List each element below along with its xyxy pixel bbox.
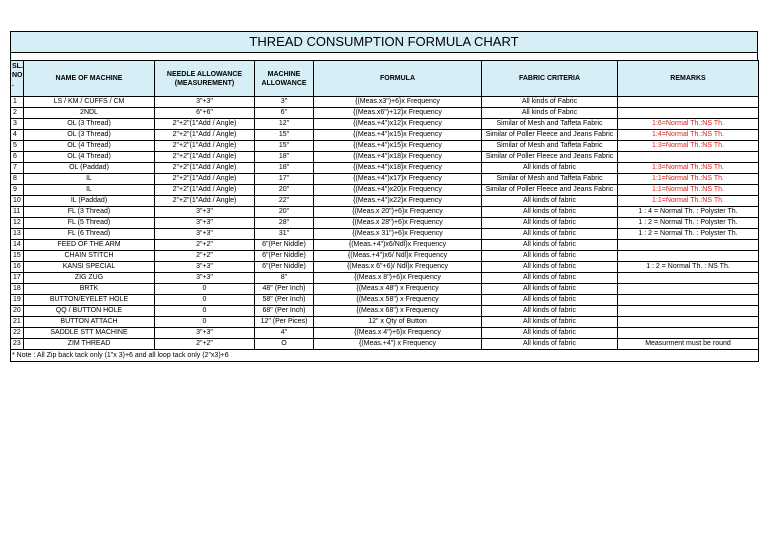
cell-machine-allowance: 18" — [255, 163, 314, 174]
cell-fabric-criteria: All kinds of fabric — [482, 295, 618, 306]
cell-machine: ZIM THREAD — [24, 339, 155, 350]
cell-remarks: 1:1=Normal Th.:NS Th. — [618, 185, 759, 196]
cell-sl: 12 — [11, 218, 24, 229]
cell-formula: {(Meas.x 20")+6}x Frequency — [314, 207, 482, 218]
cell-machine: FL (5 Thread) — [24, 218, 155, 229]
cell-formula: {(Meas.x 8")+6}x Frequency — [314, 273, 482, 284]
cell-sl: 4 — [11, 130, 24, 141]
cell-fabric-criteria: Similar of Poller Fleece and Jeans Fabric — [482, 130, 618, 141]
cell-formula: {(Meas.x 28")+6}x Frequency — [314, 218, 482, 229]
table-row — [11, 185, 759, 196]
cell-machine: ZIG ZUG — [24, 273, 155, 284]
header-remarks: REMARKS — [618, 61, 759, 97]
cell-sl: 1 — [11, 97, 24, 108]
cell-machine: QQ / BUTTON HOLE — [24, 306, 155, 317]
cell-fabric-criteria: Similar of Poller Fleece and Jeans Fabric — [482, 152, 618, 163]
cell-formula: {(Meas.x 68") x Frequency — [314, 306, 482, 317]
cell-machine: LS / KM / CUFFS / CM — [24, 97, 155, 108]
table-row — [11, 218, 759, 229]
cell-remarks: 1:3=Normal Th.:NS Th. — [618, 163, 759, 174]
header-formula: FORMULA — [314, 61, 482, 97]
cell-sl: 7 — [11, 163, 24, 174]
cell-machine: FL (6 Thread) — [24, 229, 155, 240]
cell-machine: KANSI SPECIAL — [24, 262, 155, 273]
page-title: THREAD CONSUMPTION FORMULA CHART — [10, 31, 758, 53]
table-row — [11, 97, 759, 108]
cell-formula: {(Meas.+4")x20}x Frequency — [314, 185, 482, 196]
cell-formula: {(Meas.x 48") x Frequency — [314, 284, 482, 295]
cell-sl: 10 — [11, 196, 24, 207]
cell-fabric-criteria: All kinds of fabric — [482, 306, 618, 317]
cell-sl: 18 — [11, 284, 24, 295]
cell-formula: {(Meas.+4")x17}x Frequency — [314, 174, 482, 185]
cell-fabric-criteria: All kinds of fabric — [482, 207, 618, 218]
cell-machine: IL — [24, 174, 155, 185]
table-row — [11, 174, 759, 185]
title-spacer — [10, 53, 758, 60]
table-row — [11, 141, 759, 152]
cell-remarks — [618, 295, 759, 306]
cell-machine: BUTTON/EYELET HOLE — [24, 295, 155, 306]
table-row — [11, 306, 759, 317]
header-needle-allowance: NEEDLE ALLOWANCE (MEASUREMENT) — [155, 61, 255, 97]
cell-sl: 6 — [11, 152, 24, 163]
cell-formula: {(Meas.+4")x15}x Frequency — [314, 141, 482, 152]
cell-machine-allowance: 4" — [255, 328, 314, 339]
cell-machine-allowance: 6"(Per Niddle) — [255, 262, 314, 273]
cell-needle-allowance: 0 — [155, 317, 255, 328]
cell-needle-allowance: 6"+6" — [155, 108, 255, 119]
cell-remarks — [618, 306, 759, 317]
cell-needle-allowance: 2"+2"(1"Add / Angle) — [155, 119, 255, 130]
table-row — [11, 108, 759, 119]
table-row — [11, 163, 759, 174]
cell-sl: 8 — [11, 174, 24, 185]
cell-needle-allowance: 2"+2"(1"Add / Angle) — [155, 163, 255, 174]
cell-formula: {(Meas.+4")x22}x Frequency — [314, 196, 482, 207]
cell-machine: BUTTON ATTACH — [24, 317, 155, 328]
table-row — [11, 273, 759, 284]
cell-remarks — [618, 240, 759, 251]
cell-formula: {(Meas.+4")x15}x Frequency — [314, 130, 482, 141]
cell-machine-allowance: 22" — [255, 196, 314, 207]
cell-needle-allowance: 0 — [155, 306, 255, 317]
cell-needle-allowance: 0 — [155, 295, 255, 306]
cell-formula: {(Meas.+4")x18}x Frequency — [314, 152, 482, 163]
cell-formula: {(Meas.x6")+12}x Frequency — [314, 108, 482, 119]
cell-remarks — [618, 251, 759, 262]
cell-formula: 12" x Qty of Button — [314, 317, 482, 328]
cell-fabric-criteria: All kinds of fabric — [482, 317, 618, 328]
cell-machine-allowance: 12" — [255, 119, 314, 130]
table-row — [11, 229, 759, 240]
cell-remarks — [618, 97, 759, 108]
cell-formula: {(Meas.+4")x18}x Frequency — [314, 163, 482, 174]
cell-machine-allowance: 20" — [255, 207, 314, 218]
cell-fabric-criteria: All kinds of fabric — [482, 284, 618, 295]
cell-remarks — [618, 284, 759, 295]
cell-machine-allowance: 17" — [255, 174, 314, 185]
cell-machine-allowance: 31" — [255, 229, 314, 240]
chart-sheet — [10, 31, 758, 362]
cell-remarks: 1:1=Normal Th.:NS Th. — [618, 196, 759, 207]
table-row — [11, 317, 759, 328]
cell-fabric-criteria: All kinds of Fabric — [482, 108, 618, 119]
cell-machine: SADDLE STT MACHINE — [24, 328, 155, 339]
cell-sl: 16 — [11, 262, 24, 273]
cell-formula: {(Meas.+4") x Frequency — [314, 339, 482, 350]
cell-remarks: 1:6=Normal Th.:NS Th. — [618, 119, 759, 130]
cell-formula: {(Meas.x 31")+6}x Frequency — [314, 229, 482, 240]
cell-machine-allowance: 15" — [255, 130, 314, 141]
cell-fabric-criteria: Similar of Mesh and Taffeta Fabric — [482, 141, 618, 152]
table-row — [11, 119, 759, 130]
cell-needle-allowance: 3"+3" — [155, 273, 255, 284]
cell-fabric-criteria: All kinds of fabric — [482, 328, 618, 339]
cell-sl: 2 — [11, 108, 24, 119]
cell-remarks: 1 : 4 = Normal Th. : Polyster Th. — [618, 207, 759, 218]
cell-sl: 5 — [11, 141, 24, 152]
cell-needle-allowance: 2"+2"(1"Add / Angle) — [155, 185, 255, 196]
cell-fabric-criteria: All kinds of fabric — [482, 262, 618, 273]
cell-machine-allowance: 18" — [255, 152, 314, 163]
cell-machine: OL (4 Thread) — [24, 152, 155, 163]
cell-needle-allowance: 0 — [155, 284, 255, 295]
table-row — [11, 130, 759, 141]
cell-formula: {(Meas.x 6"+6)/ Ndl}x Frequency — [314, 262, 482, 273]
table-body — [11, 97, 759, 350]
cell-needle-allowance: 3"+3" — [155, 207, 255, 218]
cell-sl: 13 — [11, 229, 24, 240]
cell-fabric-criteria: All kinds of Fabric — [482, 97, 618, 108]
cell-machine: OL (3 Thread) — [24, 130, 155, 141]
cell-needle-allowance: 2"+2" — [155, 339, 255, 350]
cell-sl: 21 — [11, 317, 24, 328]
cell-needle-allowance: 2"+2"(1"Add / Angle) — [155, 174, 255, 185]
table-row — [11, 196, 759, 207]
cell-machine-allowance: 12" (Per Pices) — [255, 317, 314, 328]
cell-formula: {(Meas.+4")x6/Ndl}x Frequency — [314, 240, 482, 251]
cell-remarks — [618, 273, 759, 284]
header-fabric-criteria: FABRIC CRITERIA — [482, 61, 618, 97]
cell-fabric-criteria: All kinds of fabric — [482, 273, 618, 284]
cell-formula: {(Meas.x 4")+6}x Frequency — [314, 328, 482, 339]
cell-fabric-criteria: All kinds of fabric — [482, 229, 618, 240]
cell-remarks — [618, 317, 759, 328]
cell-sl: 17 — [11, 273, 24, 284]
cell-machine: FL (3 Thread) — [24, 207, 155, 218]
table-row — [11, 152, 759, 163]
cell-sl: 14 — [11, 240, 24, 251]
cell-fabric-criteria: All kinds of fabric — [482, 240, 618, 251]
cell-sl: 11 — [11, 207, 24, 218]
cell-sl: 15 — [11, 251, 24, 262]
cell-machine-allowance: 3" — [255, 97, 314, 108]
cell-machine-allowance: 68" (Per Inch) — [255, 306, 314, 317]
cell-machine: CHAIN STITCH — [24, 251, 155, 262]
cell-needle-allowance: 2"+2" — [155, 251, 255, 262]
cell-sl: 23 — [11, 339, 24, 350]
cell-formula: {(Meas.x 58") x Frequency — [314, 295, 482, 306]
table-row — [11, 240, 759, 251]
cell-machine-allowance: O — [255, 339, 314, 350]
cell-needle-allowance: 2"+2"(1"Add / Angle) — [155, 196, 255, 207]
cell-machine-allowance: 58" (Per Inch) — [255, 295, 314, 306]
header-machine: NAME OF MACHINE — [24, 61, 155, 97]
cell-machine: 2NDL — [24, 108, 155, 119]
header-machine-allowance: MACHINE ALLOWANCE — [255, 61, 314, 97]
header-sl: SL. NO . — [11, 61, 24, 97]
cell-fabric-criteria: Similar of Poller Fleece and Jeans Fabric — [482, 185, 618, 196]
table-row — [11, 251, 759, 262]
cell-fabric-criteria: Similar of Mesh and Taffeta Fabric — [482, 174, 618, 185]
table-row — [11, 262, 759, 273]
table-row — [11, 284, 759, 295]
cell-machine: IL — [24, 185, 155, 196]
cell-remarks — [618, 108, 759, 119]
cell-formula: {(Meas.+4")x12}x Frequency — [314, 119, 482, 130]
cell-machine-allowance: 15" — [255, 141, 314, 152]
cell-needle-allowance: 2"+2"(1"Add / Angle) — [155, 141, 255, 152]
cell-remarks: Measurment must be round — [618, 339, 759, 350]
cell-remarks: 1:4=Normal Th.:NS Th. — [618, 130, 759, 141]
cell-machine-allowance: 8" — [255, 273, 314, 284]
cell-machine-allowance: 6"(Per Niddle) — [255, 251, 314, 262]
cell-fabric-criteria: All kinds of fabric — [482, 196, 618, 207]
cell-remarks: 1:1=Normal Th.:NS Th. — [618, 174, 759, 185]
cell-machine-allowance: 20" — [255, 185, 314, 196]
cell-fabric-criteria: All kinds of fabric — [482, 251, 618, 262]
table-row — [11, 295, 759, 306]
cell-sl: 19 — [11, 295, 24, 306]
cell-needle-allowance: 3"+3" — [155, 229, 255, 240]
footnote: * Note : All Zip back tack only (1"x 3)+6 and all loop tack only (2"x3)+6 — [10, 350, 759, 362]
cell-sl: 22 — [11, 328, 24, 339]
cell-formula: {(Meas.+4")x6/ Ndl}x Frequency — [314, 251, 482, 262]
cell-formula: {(Meas.x3")+6}x Frequency — [314, 97, 482, 108]
cell-sl: 9 — [11, 185, 24, 196]
cell-needle-allowance: 3"+3" — [155, 218, 255, 229]
cell-remarks — [618, 152, 759, 163]
cell-remarks — [618, 328, 759, 339]
cell-needle-allowance: 3"+3" — [155, 262, 255, 273]
cell-machine: OL (3 Thread) — [24, 119, 155, 130]
cell-needle-allowance: 2"+2" — [155, 240, 255, 251]
cell-fabric-criteria: Similar of Mesh and Taffeta Fabric — [482, 119, 618, 130]
cell-needle-allowance: 2"+2"(1"Add / Angle) — [155, 152, 255, 163]
cell-needle-allowance: 3"+3" — [155, 97, 255, 108]
table-row — [11, 328, 759, 339]
cell-fabric-criteria: All kinds of fabric — [482, 218, 618, 229]
cell-machine: IL (Paddad) — [24, 196, 155, 207]
cell-fabric-criteria: All kinds of fabric — [482, 163, 618, 174]
cell-fabric-criteria: All kinds of fabric — [482, 339, 618, 350]
table-row — [11, 339, 759, 350]
cell-machine: OL (Paddad) — [24, 163, 155, 174]
cell-sl: 20 — [11, 306, 24, 317]
cell-machine-allowance: 6"(Per Niddle) — [255, 240, 314, 251]
table-row — [11, 207, 759, 218]
cell-remarks: 1 : 2 = Normal Th. : Polyster Th. — [618, 229, 759, 240]
cell-remarks: 1 : 2 = Normal Th. : NS Th. — [618, 262, 759, 273]
cell-remarks: 1 : 2 = Normal Th. : Polyster Th. — [618, 218, 759, 229]
cell-remarks: 1:3=Normal Th.:NS Th. — [618, 141, 759, 152]
cell-needle-allowance: 3"+3" — [155, 328, 255, 339]
cell-machine-allowance: 48" (Per Inch) — [255, 284, 314, 295]
cell-machine-allowance: 6" — [255, 108, 314, 119]
cell-machine: FEED OF THE ARM — [24, 240, 155, 251]
cell-machine: OL (4 Thread) — [24, 141, 155, 152]
cell-sl: 3 — [11, 119, 24, 130]
cell-needle-allowance: 2"+2"(1"Add / Angle) — [155, 130, 255, 141]
formula-table — [10, 60, 759, 350]
cell-machine: BRTK — [24, 284, 155, 295]
cell-machine-allowance: 28" — [255, 218, 314, 229]
header-row — [11, 61, 759, 97]
